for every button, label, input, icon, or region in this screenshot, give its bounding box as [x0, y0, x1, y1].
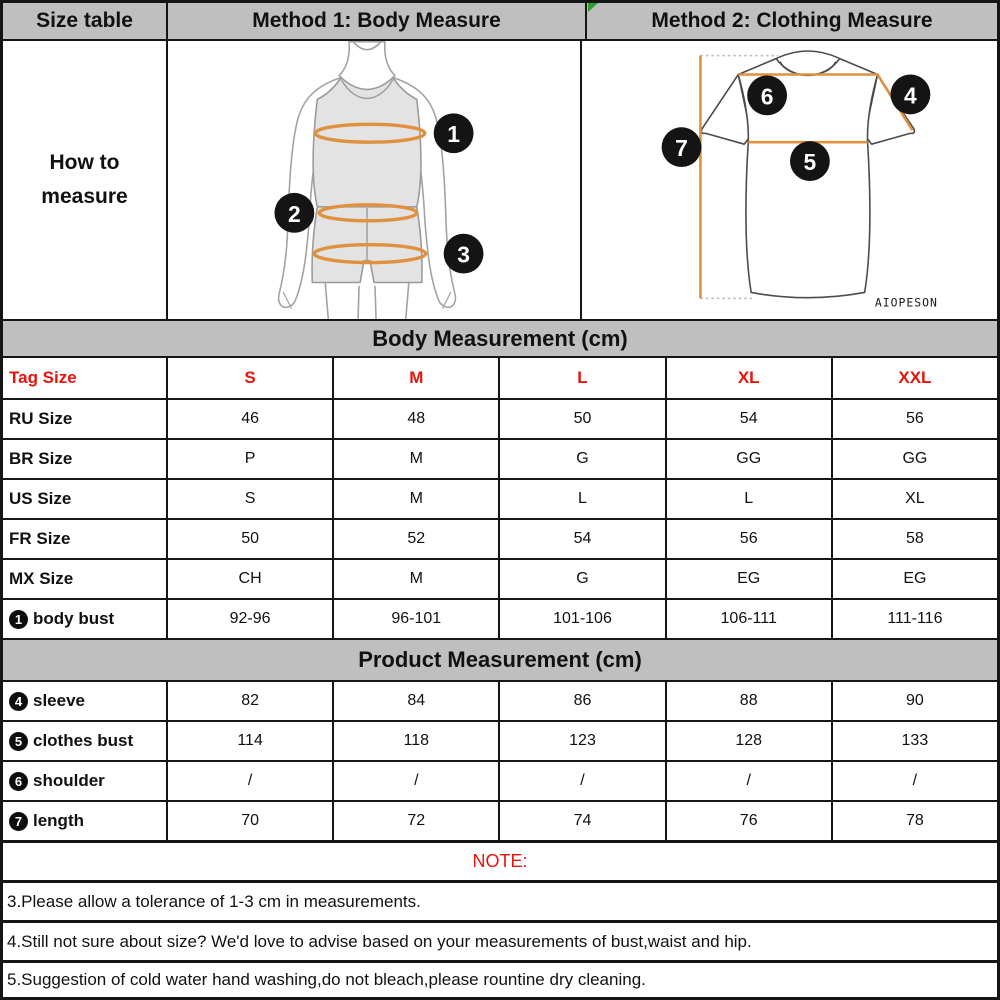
brand-label: AIOPESON — [874, 295, 938, 310]
note-title: NOTE: — [3, 840, 997, 880]
svg-text:2: 2 — [288, 200, 301, 227]
body-figure-icon — [168, 41, 580, 319]
size-columns-header — [3, 356, 997, 398]
how-to-measure-label: How to measure — [41, 151, 128, 208]
method1-title: Method 1: Body Measure — [166, 3, 585, 39]
size-table-title: Size table — [36, 9, 133, 32]
illustration-row — [3, 39, 997, 319]
column-l: L — [498, 358, 664, 398]
marker-bust — [434, 113, 474, 153]
marker-hip — [444, 234, 484, 274]
table-row-shoulder: 6 shoulder / / / / / — [3, 760, 997, 800]
row-label: MX Size — [9, 569, 74, 588]
svg-text:3: 3 — [457, 241, 470, 268]
row-label: 7 length — [3, 802, 166, 840]
svg-text:5: 5 — [803, 149, 817, 176]
row-label: 1 body bust — [3, 600, 166, 638]
row-label: 5 clothes bust — [3, 722, 166, 760]
row-label: FR Size — [9, 529, 71, 548]
tshirt-figure-icon — [582, 41, 997, 319]
table-row-length: 7 length 70 72 74 76 78 — [3, 800, 997, 840]
table-row-body-bust: 1 body bust 92-96 96-101 101-106 106-111 111-116 — [3, 598, 997, 638]
tag-size-label: Tag Size — [9, 368, 77, 387]
marker-length — [662, 127, 702, 167]
svg-text:6: 6 — [760, 83, 774, 110]
clothing-measure-illustration — [580, 41, 997, 319]
column-s: S — [166, 358, 332, 398]
table-row-clothes-bust: 5 clothes bust 114 118 123 128 133 — [3, 720, 997, 760]
svg-text:4: 4 — [904, 82, 917, 109]
note-tolerance: 3.Please allow a tolerance of 1-3 cm in measurements. — [3, 880, 997, 920]
row-label: 6 shoulder — [3, 762, 166, 800]
marker-sleeve — [891, 75, 931, 115]
body-measure-illustration — [166, 41, 580, 319]
table-row-sleeve: 4 sleeve 82 84 86 88 90 — [3, 680, 997, 720]
column-m: M — [332, 358, 498, 398]
column-xl: XL — [665, 358, 831, 398]
svg-text:1: 1 — [447, 121, 460, 148]
note-washing: 5.Suggestion of cold water hand washing,do not bleach,please rountine dry cleaning. — [3, 960, 997, 997]
body-measurement-section-title: Body Measurement (cm) — [3, 319, 997, 356]
marker-waist — [274, 193, 314, 233]
row-label: 4 sleeve — [3, 682, 166, 720]
table-row-us-size: US Size S M L L XL — [3, 478, 997, 518]
corner-flag-icon — [588, 3, 598, 12]
circled-number-icon: 1 — [9, 610, 28, 629]
table-row-mx-size: MX Size CH M G EG EG — [3, 558, 997, 598]
circled-number-icon: 4 — [9, 692, 28, 711]
marker-clothes-bust — [790, 141, 830, 181]
title-row — [3, 3, 997, 39]
row-label: US Size — [9, 489, 72, 508]
product-measurement-section-title: Product Measurement (cm) — [3, 638, 997, 680]
table-row-fr-size: FR Size 50 52 54 56 58 — [3, 518, 997, 558]
column-xxl: XXL — [831, 358, 997, 398]
table-row-br-size: BR Size P M G GG GG — [3, 438, 997, 478]
marker-shoulder — [747, 76, 787, 116]
circled-number-icon: 5 — [9, 732, 28, 751]
row-label: RU Size — [9, 409, 73, 428]
circled-number-icon: 7 — [9, 812, 28, 831]
table-row-ru-size: RU Size 46 48 50 54 56 — [3, 398, 997, 438]
circled-number-icon: 6 — [9, 772, 28, 791]
method2-title: Method 2: Clothing Measure — [585, 3, 997, 39]
note-advice: 4.Still not sure about size? We'd love to advise based on your measurements of bust,waist and hip. — [3, 920, 997, 960]
row-label: BR Size — [9, 449, 73, 468]
svg-text:7: 7 — [675, 135, 688, 162]
